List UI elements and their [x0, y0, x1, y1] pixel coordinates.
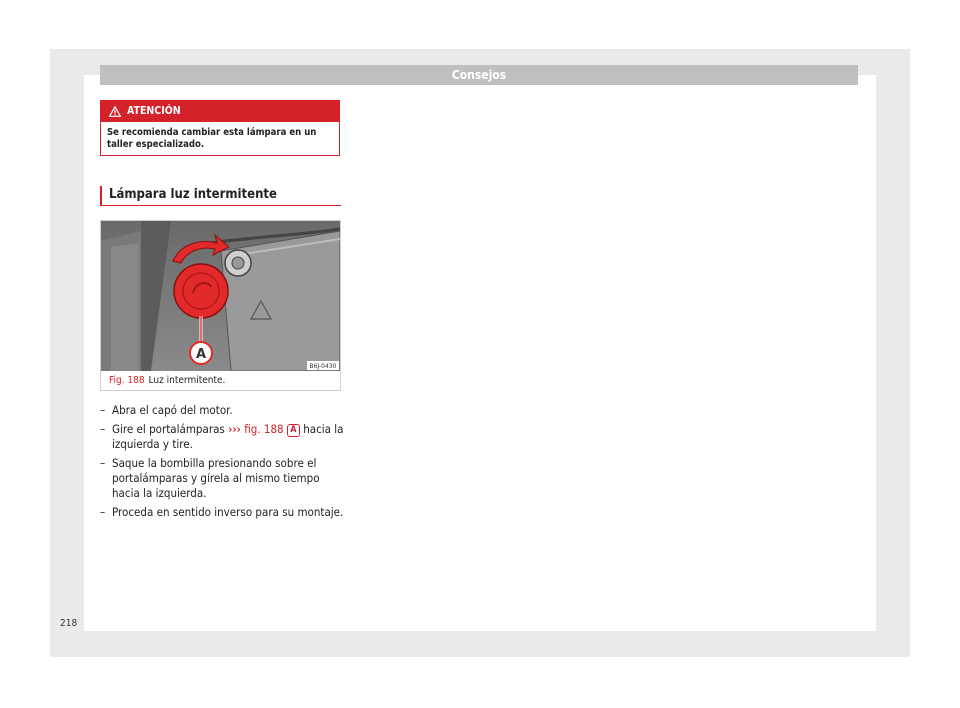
turn-signal-lamp-illustration: [101, 221, 340, 371]
warning-triangle-icon: [109, 106, 121, 117]
list-marker: –: [100, 505, 106, 519]
figure-label: Fig. 188: [109, 375, 145, 386]
warning-box: [100, 100, 340, 156]
warning-title: ATENCIÓN: [127, 105, 181, 117]
instruction-list: [100, 403, 345, 524]
step-text: Abra el capó del motor.: [112, 403, 233, 417]
list-item: [100, 505, 345, 520]
figure-callout-a: A: [195, 347, 207, 362]
figure-caption-text: Luz intermitente.: [148, 375, 226, 386]
list-marker: –: [100, 456, 106, 470]
section-title: Lámpara luz intermitente: [100, 186, 341, 206]
list-item: [100, 422, 345, 452]
figure-caption: [109, 375, 225, 386]
step-text: Gire el portalámparas: [112, 422, 225, 436]
list-marker: –: [100, 422, 106, 436]
reference-arrow: ›››: [228, 422, 241, 436]
step-text: hacia la izquierda y tire.: [112, 422, 344, 451]
figure-reference-link[interactable]: fig. 188: [244, 422, 284, 436]
figure-188: [100, 220, 341, 391]
step-text: Saque la bombilla presionando sobre el portalámparas y gírela al mismo tiempo hacia la izquierda.: [112, 456, 320, 500]
chapter-header: Consejos: [100, 65, 858, 85]
list-item: [100, 456, 345, 501]
list-item: [100, 403, 345, 418]
callout-badge: A: [287, 424, 300, 437]
step-text: Proceda en sentido inverso para su montaje.: [112, 505, 344, 519]
list-marker: –: [100, 403, 106, 417]
warning-header: [101, 101, 339, 122]
figure-code: B6J-0430: [309, 363, 337, 370]
warning-text: Se recomienda cambiar esta lámpara en un taller especializado.: [107, 127, 317, 150]
page-number: 218: [60, 618, 78, 629]
